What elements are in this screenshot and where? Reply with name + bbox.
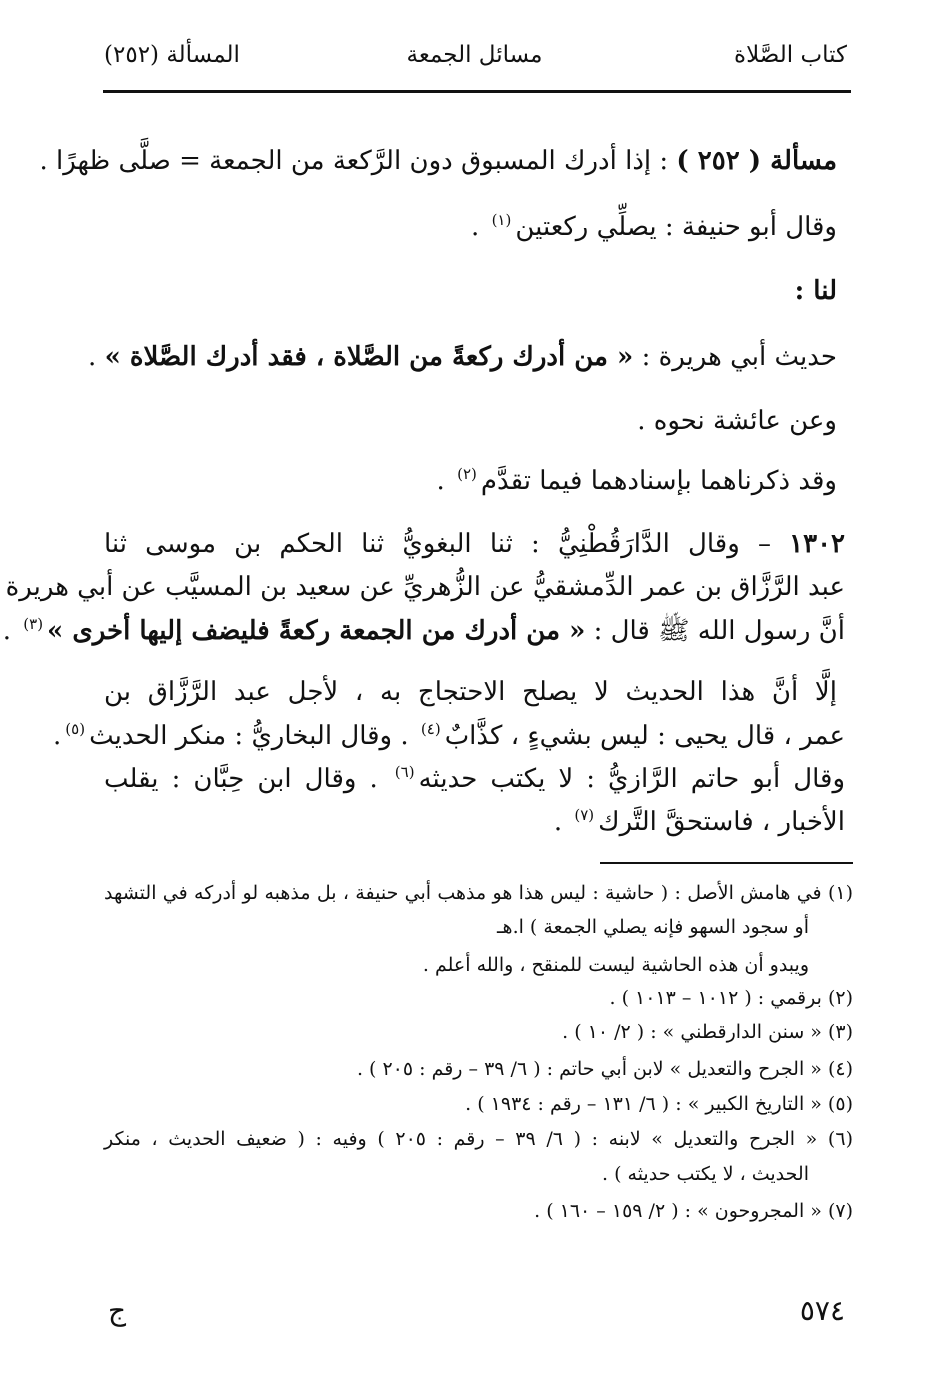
hadith-line-2: عبد الرَّزَّاق بن عمر الدِّمشقيُّ عن الزُّهريِّ عن سعيد بن المسيَّب عن أبي هريرة bbox=[5, 572, 845, 602]
abu-hurayra-end: . bbox=[88, 342, 97, 372]
abu-hurayra-line bbox=[88, 344, 837, 370]
footnote-1-line-2: أو سجود السهو فإنه يصلي الجمعة ) ا.هـ bbox=[496, 916, 809, 938]
hadith-line-1-text: – وقال الدَّارَقُطْنِيُّ : ثنا البغويُّ ثنا الحكم بن موسى ثنا bbox=[104, 529, 771, 559]
page-number: ٥٧٤ bbox=[799, 1294, 845, 1327]
footnote-4: (٤) « الجرح والتعديل » لابن أبي حاتم : ( ٦/ ٣٩ – رقم : ٢٠٥ ) . bbox=[356, 1058, 853, 1080]
footnote-ref: (٦) bbox=[394, 763, 415, 781]
hadith-line-1 bbox=[104, 531, 845, 557]
footnote-ref: (٢) bbox=[457, 465, 477, 483]
footnote-1-line-1: (١) في هامش الأصل : ( حاشية : ليس هذا هو مذهب أبي حنيفة ، بل مذهبه لو أدركه في التشهد bbox=[104, 882, 853, 904]
aisha-line: وعن عائشة نحوه . bbox=[637, 406, 837, 436]
illa-line-4-text: الأخبار ، فاستحقَّ التَّرك bbox=[598, 807, 845, 837]
illa-line-1: إلَّا أنَّ هذا الحديث لا يصلح الاحتجاج به ، لأجل عبد الرَّزَّاق بن bbox=[104, 677, 837, 707]
footnote-5: (٥) « التاريخ الكبير » : ( ٦/ ١٣١ – رقم : ١٩٣٤ ) . bbox=[465, 1093, 853, 1115]
illa-line-2-end: . bbox=[53, 721, 62, 751]
header-book-title: كتاب الصَّلاة bbox=[734, 42, 847, 68]
signature-mark: ج bbox=[108, 1294, 127, 1327]
footnote-ref: (٤) bbox=[420, 720, 441, 738]
mentioned-line bbox=[437, 467, 837, 494]
mentioned-end: . bbox=[436, 466, 445, 496]
illa-line-3 bbox=[104, 765, 845, 792]
illa-line-4-end: . bbox=[553, 807, 563, 837]
lana-heading: لنا : bbox=[794, 276, 837, 306]
abu-hurayra-intro: حديث أبي هريرة : bbox=[641, 342, 837, 372]
hadith-quote: « من أدرك من الجمعة ركعةً فليضف إليها أخرى » bbox=[47, 616, 586, 646]
footnote-6-line-2: الحديث ، لا يكتب حديثه ) . bbox=[601, 1163, 809, 1185]
header-divider bbox=[103, 90, 851, 93]
header-issue-number: المسألة (٢٥٢) bbox=[104, 42, 240, 68]
header-chapter-title: مسائل الجمعة bbox=[406, 42, 543, 68]
footnote-divider bbox=[600, 862, 853, 864]
footnote-ref: (٧) bbox=[574, 806, 595, 824]
illa-line-2-a: عمر ، قال يحيى : ليس بشيءٍ ، كذَّابٌ bbox=[444, 721, 845, 751]
footnote-6-line-1: (٦) « الجرح والتعديل » لابنه : ( ٦/ ٣٩ – رقم : ٢٠٥ ) وفيه : ( ضعيف الحديث ، منكر bbox=[104, 1128, 853, 1150]
masala-text: : إذا أدرك المسبوق دون الرَّكعة من الجمعة = صلَّى ظهرًا . bbox=[39, 146, 669, 176]
masala-line bbox=[39, 148, 837, 174]
hanifa-line bbox=[471, 213, 837, 240]
footnote-1-line-3: ويبدو أن هذه الحاشية ليست للمنقح ، والله أعلم . bbox=[422, 954, 809, 976]
masala-label: مسألة ( ٢٥٢ ) bbox=[676, 146, 837, 176]
hadith-line-3 bbox=[2, 615, 845, 646]
mentioned-text: وقد ذكرناهما بإسنادهما فيما تقدَّم bbox=[480, 466, 837, 496]
illa-line-4 bbox=[554, 808, 845, 835]
hanifa-end: . bbox=[471, 212, 480, 242]
abu-hurayra-quote: « من أدرك ركعةً من الصَّلاة ، فقد أدرك الصَّلاة » bbox=[104, 342, 634, 372]
footnote-ref: (٥) bbox=[65, 720, 86, 738]
footnote-ref: (١) bbox=[491, 211, 512, 229]
footnote-2: (٢) برقمي : ( ١٠١٢ – ١٠١٣ ) . bbox=[609, 987, 853, 1009]
illa-line-3-a: وقال أبو حاتم الرَّازيُّ : لا يكتب حديثه bbox=[418, 764, 846, 794]
illa-line-2-b: . وقال البخاريُّ : منكر الحديث bbox=[89, 721, 409, 751]
footnote-7: (٧) « المجروحون » : ( ٢/ ١٥٩ – ١٦٠ ) . bbox=[534, 1200, 853, 1222]
illa-line-2 bbox=[53, 720, 845, 751]
footnote-ref: (٣) bbox=[23, 615, 44, 633]
footnote-3: (٣) « سنن الدارقطني » : ( ٢/ ١٠ ) . bbox=[562, 1021, 853, 1043]
hadith-line-3-start: أنَّ رسول الله ﷺ قال : bbox=[593, 616, 845, 646]
hanifa-text: وقال أبو حنيفة : يصلِّي ركعتين bbox=[515, 212, 837, 242]
illa-line-3-b: . وقال ابن حِبَّان : يقلب bbox=[104, 764, 378, 794]
hadith-number: ١٣٠٢ bbox=[789, 529, 846, 559]
hadith-line-3-end: . bbox=[2, 616, 11, 646]
